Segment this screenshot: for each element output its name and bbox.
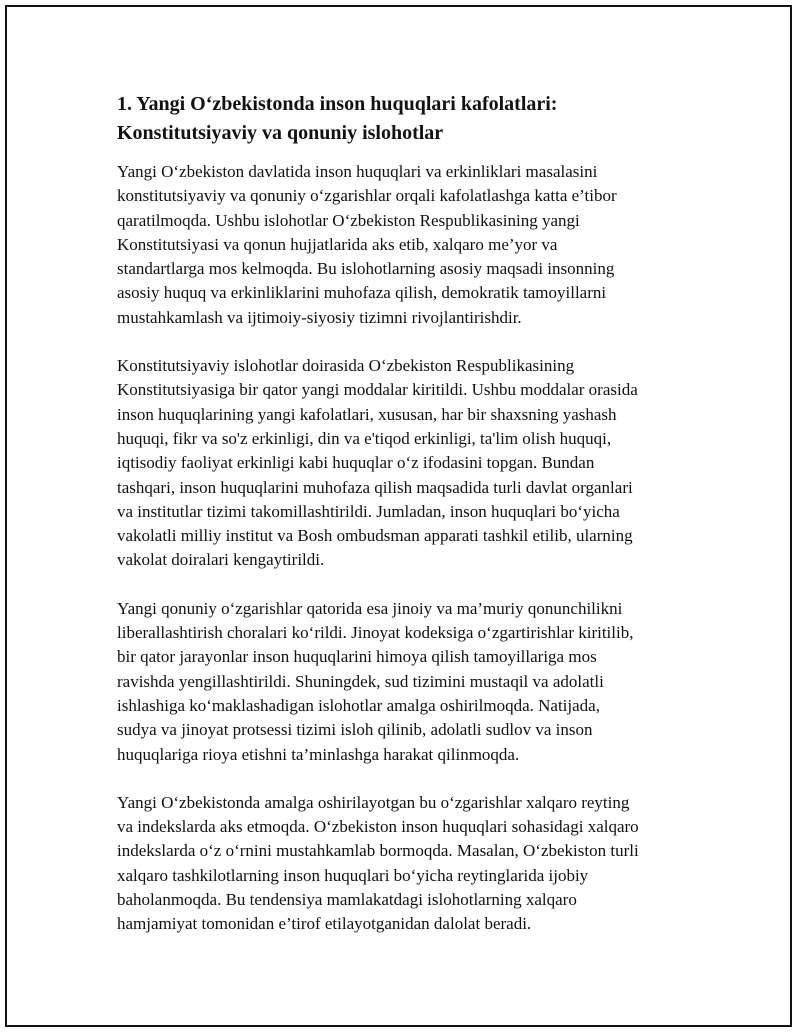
document-body xyxy=(117,90,687,961)
paragraph-1: Yangi O‘zbekiston davlatida inson huquqlari va erkinliklari masalasini konstitutsiyaviy va qonuniy o‘zgarishlar orqali kafolatlashga katta e’tibor qaratilmoqda. Ushbu islohotlar O‘zbekiston Respublikasining yangi Konstitutsiyasi va qonun hujjatlarida aks etib, xalqaro me’yor va standartlarga mos kelmoqda. Bu islohotlarning asosiy maqsadi insonning asosiy huquq va erkinliklarini muhofaza qilish, demokratik tamoyillarni mustahkamlash va ijtimoiy-siyosiy tizimni rivojlantirishdir. xyxy=(117,162,617,327)
paragraph-2: Konstitutsiyaviy islohotlar doirasida O‘zbekiston Respublikasining Konstitutsiyasiga bir qator yangi moddalar kiritildi. Ushbu moddalar orasida inson huquqlarining yangi kafolatlari, xususan, har bir shaxsning yashash huquqi, fikr va so'z erkinligi, din va e'tiqod erkinligi, ta'lim olish huquqi, iqtisodiy faoliyat erkinligi kabi huquqlar o‘z ifodasini topgan. Bundan tashqari, inson huquqlarini muhofaza qilish maqsadida turli davlat organlari va institutlar tizimi takomillashtirildi. Jumladan, inson huquqlari bo‘yicha vakolatli milliy institut va Bosh ombudsman apparati tashkil etilib, ularning vakolat doiralari kengaytirildi. xyxy=(117,356,638,570)
document-heading: 1. Yangi O‘zbekistonda inson huquqlari kafolatlari: Konstitutsiyaviy va qonuniy islohotlar xyxy=(117,93,558,144)
paragraph-3: Yangi qonuniy o‘zgarishlar qatorida esa jinoiy va ma’muriy qonunchilikni liberallashtirish choralari ko‘rildi. Jinoyat kodeksiga o‘zgartirishlar kiritilib, bir qator jarayonlar inson huquqlarini himoya qilish tamoyillariga mos ravishda yengillashtirildi. Shuningdek, sud tizimini mustaqil va adolatli ishlashiga ko‘maklashadigan islohotlar amalga oshirilmoqda. Natijada, sudya va jinoyat protsessi tizimi isloh qilinib, adolatli sudlov va inson huquqlariga rioya etishni ta’minlashga harakat qilinmoqda. xyxy=(117,598,634,764)
paragraph-4: Yangi O‘zbekistonda amalga oshirilayotgan bu o‘zgarishlar xalqaro reyting va indekslarda aks etmoqda. O‘zbekiston inson huquqlari sohasidagi xalqaro indekslarda o‘z o‘rnini mustahkamlab bormoqda. Masalan, O‘zbekiston turli xalqaro tashkilotlarning inson huquqlari bo‘yicha reytinglarida ijobiy baholanmoqda. Bu tendensiya mamlakatdagi islohotlarning xalqaro hamjamiyat tomonidan e’tirof etilayotganidan dalolat beradi. xyxy=(117,792,639,934)
